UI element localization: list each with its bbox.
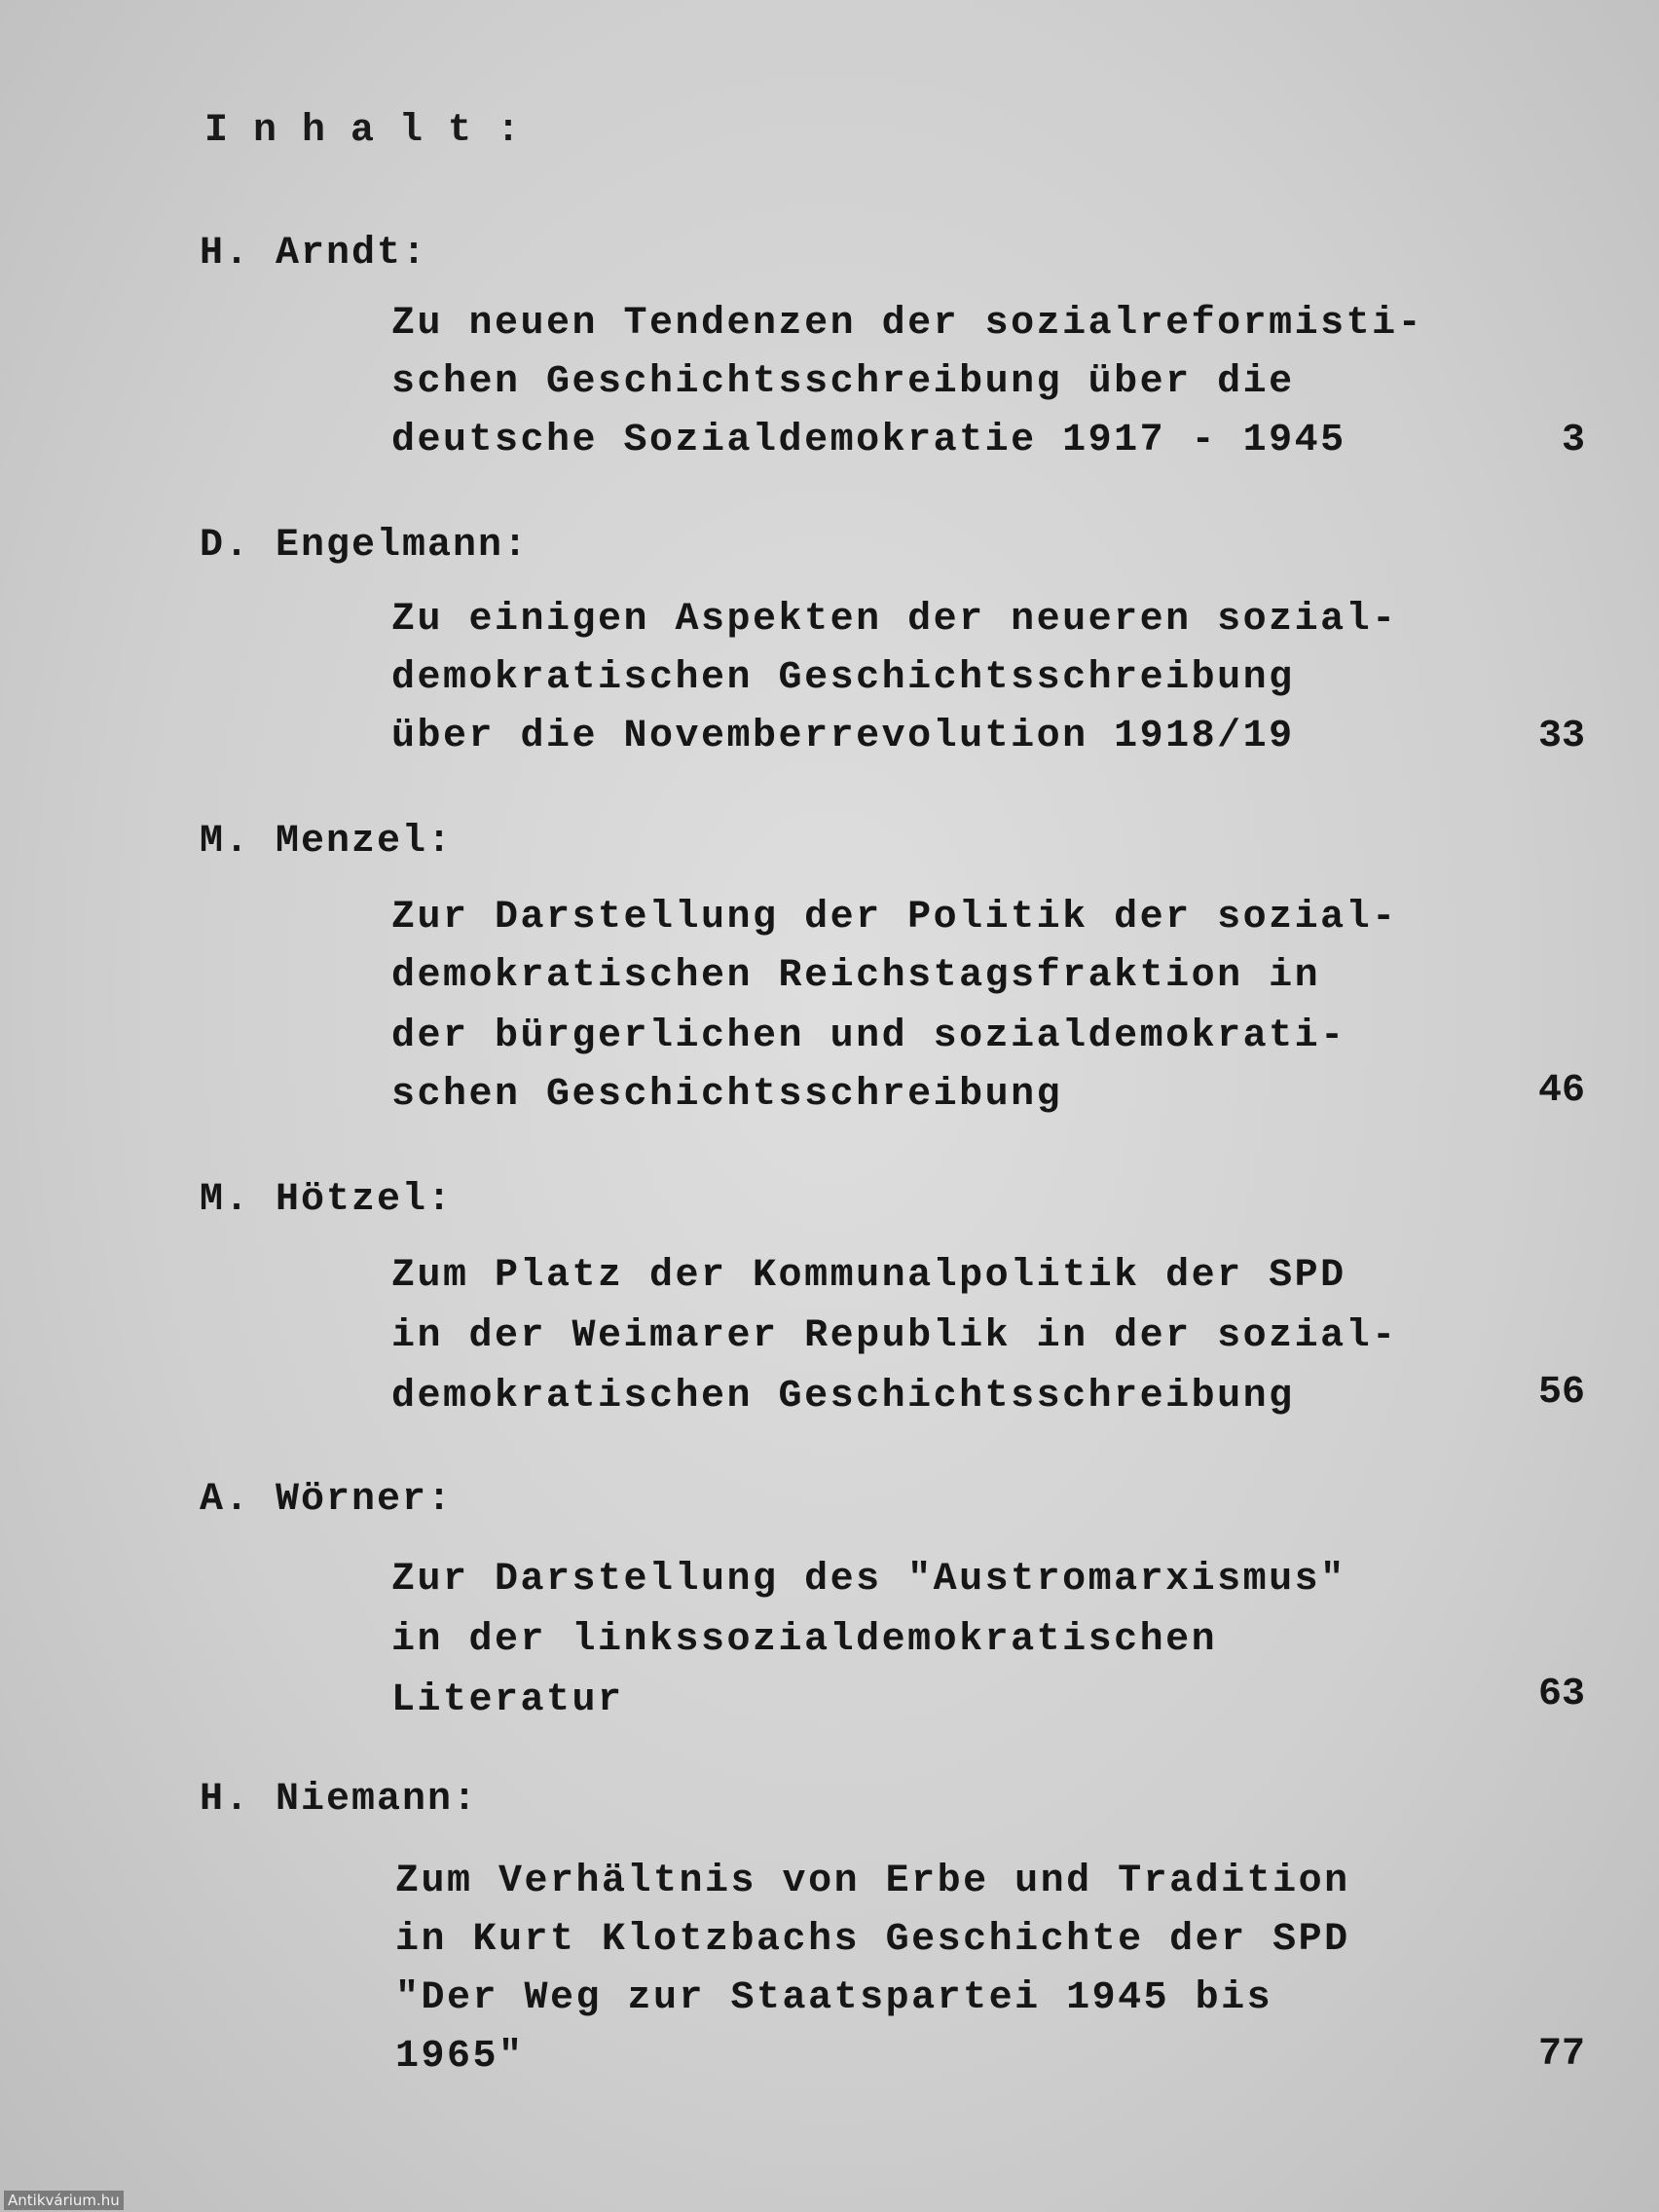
entry-title-line: über die Novemberrevolution 1918/19 — [391, 715, 1295, 758]
watermark-label: Antikvárium.hu — [4, 2191, 124, 2210]
entry-title-line: Zum Platz der Kommunalpolitik der SPD — [391, 1254, 1346, 1298]
entry-author: D. Engelmann: — [200, 524, 530, 568]
entry-title-line: "Der Weg zur Staatspartei 1945 bis — [395, 1976, 1273, 2020]
entry-title-line: schen Geschichtsschreibung — [391, 1073, 1063, 1117]
entry-title-line: 1965" — [395, 2035, 525, 2079]
entry-page-number: 3 — [1561, 419, 1585, 462]
contents-heading: Inhalt: — [204, 109, 546, 153]
entry-title-line: deutsche Sozialdemokratie 1917 - 1945 — [391, 419, 1346, 462]
entry-title-line: in der Weimarer Republik in der sozial- — [391, 1314, 1398, 1358]
entry-title-line: demokratischen Geschichtsschreibung — [391, 1375, 1295, 1419]
entry-title-line: in Kurt Klotzbachs Geschichte der SPD — [395, 1918, 1350, 1962]
entry-title-line: der bürgerlichen und sozialdemokrati- — [391, 1014, 1346, 1058]
entry-title-line: Zu einigen Aspekten der neueren sozial- — [391, 598, 1398, 642]
entry-page-number: 33 — [1537, 715, 1585, 758]
entry-title-line: Zum Verhältnis von Erbe und Tradition — [395, 1860, 1350, 1903]
entry-title-line: Zu neuen Tendenzen der sozialreformisti- — [391, 302, 1424, 346]
entry-title-line: schen Geschichtsschreibung über die — [391, 360, 1295, 404]
entry-author: A. Wörner: — [200, 1478, 454, 1522]
entry-title-line: Literatur — [391, 1678, 624, 1722]
entry-page-number: 56 — [1537, 1371, 1585, 1415]
entry-author: M. Hötzel: — [200, 1178, 454, 1222]
entry-title-line: Zur Darstellung des "Austromarxismus" — [391, 1558, 1346, 1602]
entry-page-number: 63 — [1537, 1673, 1585, 1716]
entry-author: H. Arndt: — [200, 232, 428, 276]
entry-title-line: Zur Darstellung der Politik der sozial- — [391, 896, 1398, 940]
entry-title-line: in der linkssozialdemokratischen — [391, 1618, 1218, 1662]
entry-page-number: 46 — [1537, 1069, 1585, 1113]
entry-title-line: demokratischen Geschichtsschreibung — [391, 656, 1295, 700]
entry-title-line: demokratischen Reichstagsfraktion in — [391, 954, 1321, 998]
entry-page-number: 77 — [1537, 2033, 1585, 2077]
entry-author: H. Niemann: — [200, 1778, 479, 1822]
entry-author: M. Menzel: — [200, 820, 454, 864]
